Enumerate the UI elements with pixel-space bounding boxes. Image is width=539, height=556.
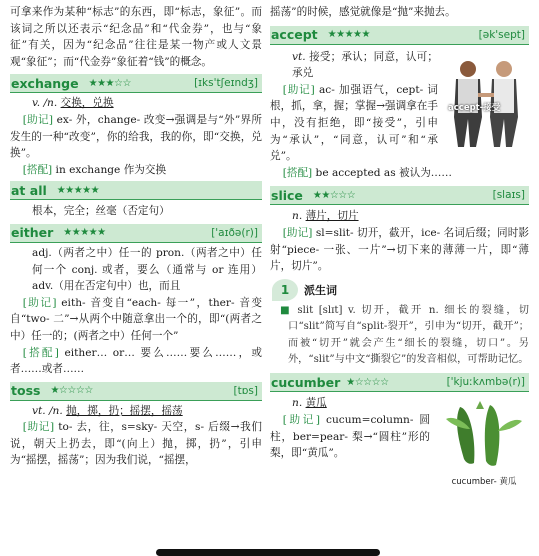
mnemonic-note: [助记] to- 去，往，s=sky- 天空，s- 后缀→我们说，朝天上扔去，即“(向上）抛，掷，扔”，引申为“摇摆，摇荡”；因为我们说，“摇摆， [10, 421, 262, 467]
image-caption: cucumber- 黄瓜 [451, 477, 517, 488]
left-column [10, 0, 262, 469]
definition: n. 黄瓜 [292, 397, 327, 410]
mnemonic-note: [助记] eith- 音变自“each- 每一”，ther- 音变自“two- 二”→从两个中随意拿出一个的，即“(两者之中）任一的；(两者之中）任何一个” [10, 296, 262, 342]
phonetic: [ɪks'tʃeɪndʒ] [194, 77, 258, 90]
image-caption: accept-接受 [448, 102, 501, 113]
right-column [270, 0, 529, 488]
derived-label: 派生词 [304, 283, 337, 297]
collocation: [搭配] either… or… 要么……要么……，或者……或者…… [10, 346, 262, 376]
definition: 根本，完全；丝毫（否定句） [32, 205, 170, 218]
definition: vt. /n. 抛，掷，扔；摇摆，摇荡 [32, 404, 183, 417]
mnemonic-note: [助记] cucum=column- 圆柱，ber=pear- 梨→“圆柱”形的梨，即“黄瓜”。 [270, 413, 430, 460]
mnemonic-note: [助记] ex- 外，change- 改变→强调是与“外”界所发生的一种“改变”，你的给我，我的你，即“交换，兑换”。 [10, 113, 262, 160]
derived-number-badge: 1 [272, 279, 298, 301]
entry-header-cucumber: cucumber ★☆☆☆☆ ['kjuːkʌmbə(r)] [270, 373, 529, 392]
mnemonic-note: [助记] ac- 加强语气，cept- 词根，抓，拿，握；掌握→强调拿在手中，没有拒绝，即“接受”，引申为“承认”，“同意，认可”和“承兑”。 [270, 83, 438, 163]
accept-body [270, 49, 529, 165]
headword: exchange [11, 75, 79, 91]
collocation: [搭配] be accepted as 被认为…… [282, 166, 452, 179]
mnemonic-note: [助记] sl=slit- 切开，截开，ice- 名词后缀；同时影射“piece- 一张、一片”→切下来的薄薄一片，即“薄片，切片”。 [270, 226, 529, 273]
entry-header-toss: toss ★☆☆☆☆ [tɒs] [10, 382, 262, 401]
cucumber-illustration [440, 399, 528, 488]
frequency-stars: ★★★☆☆ [88, 77, 131, 89]
definition: n. 薄片，切片 [292, 210, 359, 223]
entry-header-exchange [10, 74, 262, 93]
definition: v. /n. 交换，兑换 [32, 97, 114, 110]
continued-text: 摇荡”的时候，感觉就像是“抛”来抛去。 [270, 6, 456, 18]
derived-entry-slit: ■ slit [slɪt] v. 切开，截开 n. 细长的裂缝，切口“slit”简写自“split-裂开”，引申为“切开，截开”；而被“切开”就会产生“细长的裂缝，切口”。另外，“slit”与中文“撕裂它”的发音相似，可帮助记忆。 [280, 304, 529, 365]
home-indicator[interactable] [156, 549, 380, 556]
entry-header-either: either ★★★★★ ['aɪðə(r)] [10, 224, 262, 243]
collocation: [搭配] in exchange 作为交换 [22, 163, 167, 176]
entry-header-accept: accept ★★★★★ [ək'sept] [270, 26, 529, 45]
accept-illustration [442, 57, 528, 149]
definition: adj.（两者之中）任一的 pron.（两者之中）任何一个 conj. 或者，要么（通常与 or 连用）adv.（用在否定句中）也，而且 [32, 246, 262, 293]
entry-header-slice: slice ★★☆☆☆ [slaɪs] [270, 186, 529, 205]
cucumber-body [270, 395, 529, 488]
derived-words-heading [272, 279, 529, 301]
intro-paragraph: 可拿来作为某种“标志”的东西，即“标志，象征”。而该词之所以还表示“纪念品”和“代金券”，也与“象征”有关，因为“纪念品”往往是某一物产或人文景观“象征”；而“代金券”象征着“钱”的概念。 [10, 6, 262, 68]
definition: vt. 接受；承认；同意，认可；承兑 [292, 50, 438, 80]
entry-header-at-all: at all ★★★★★ [10, 181, 262, 200]
